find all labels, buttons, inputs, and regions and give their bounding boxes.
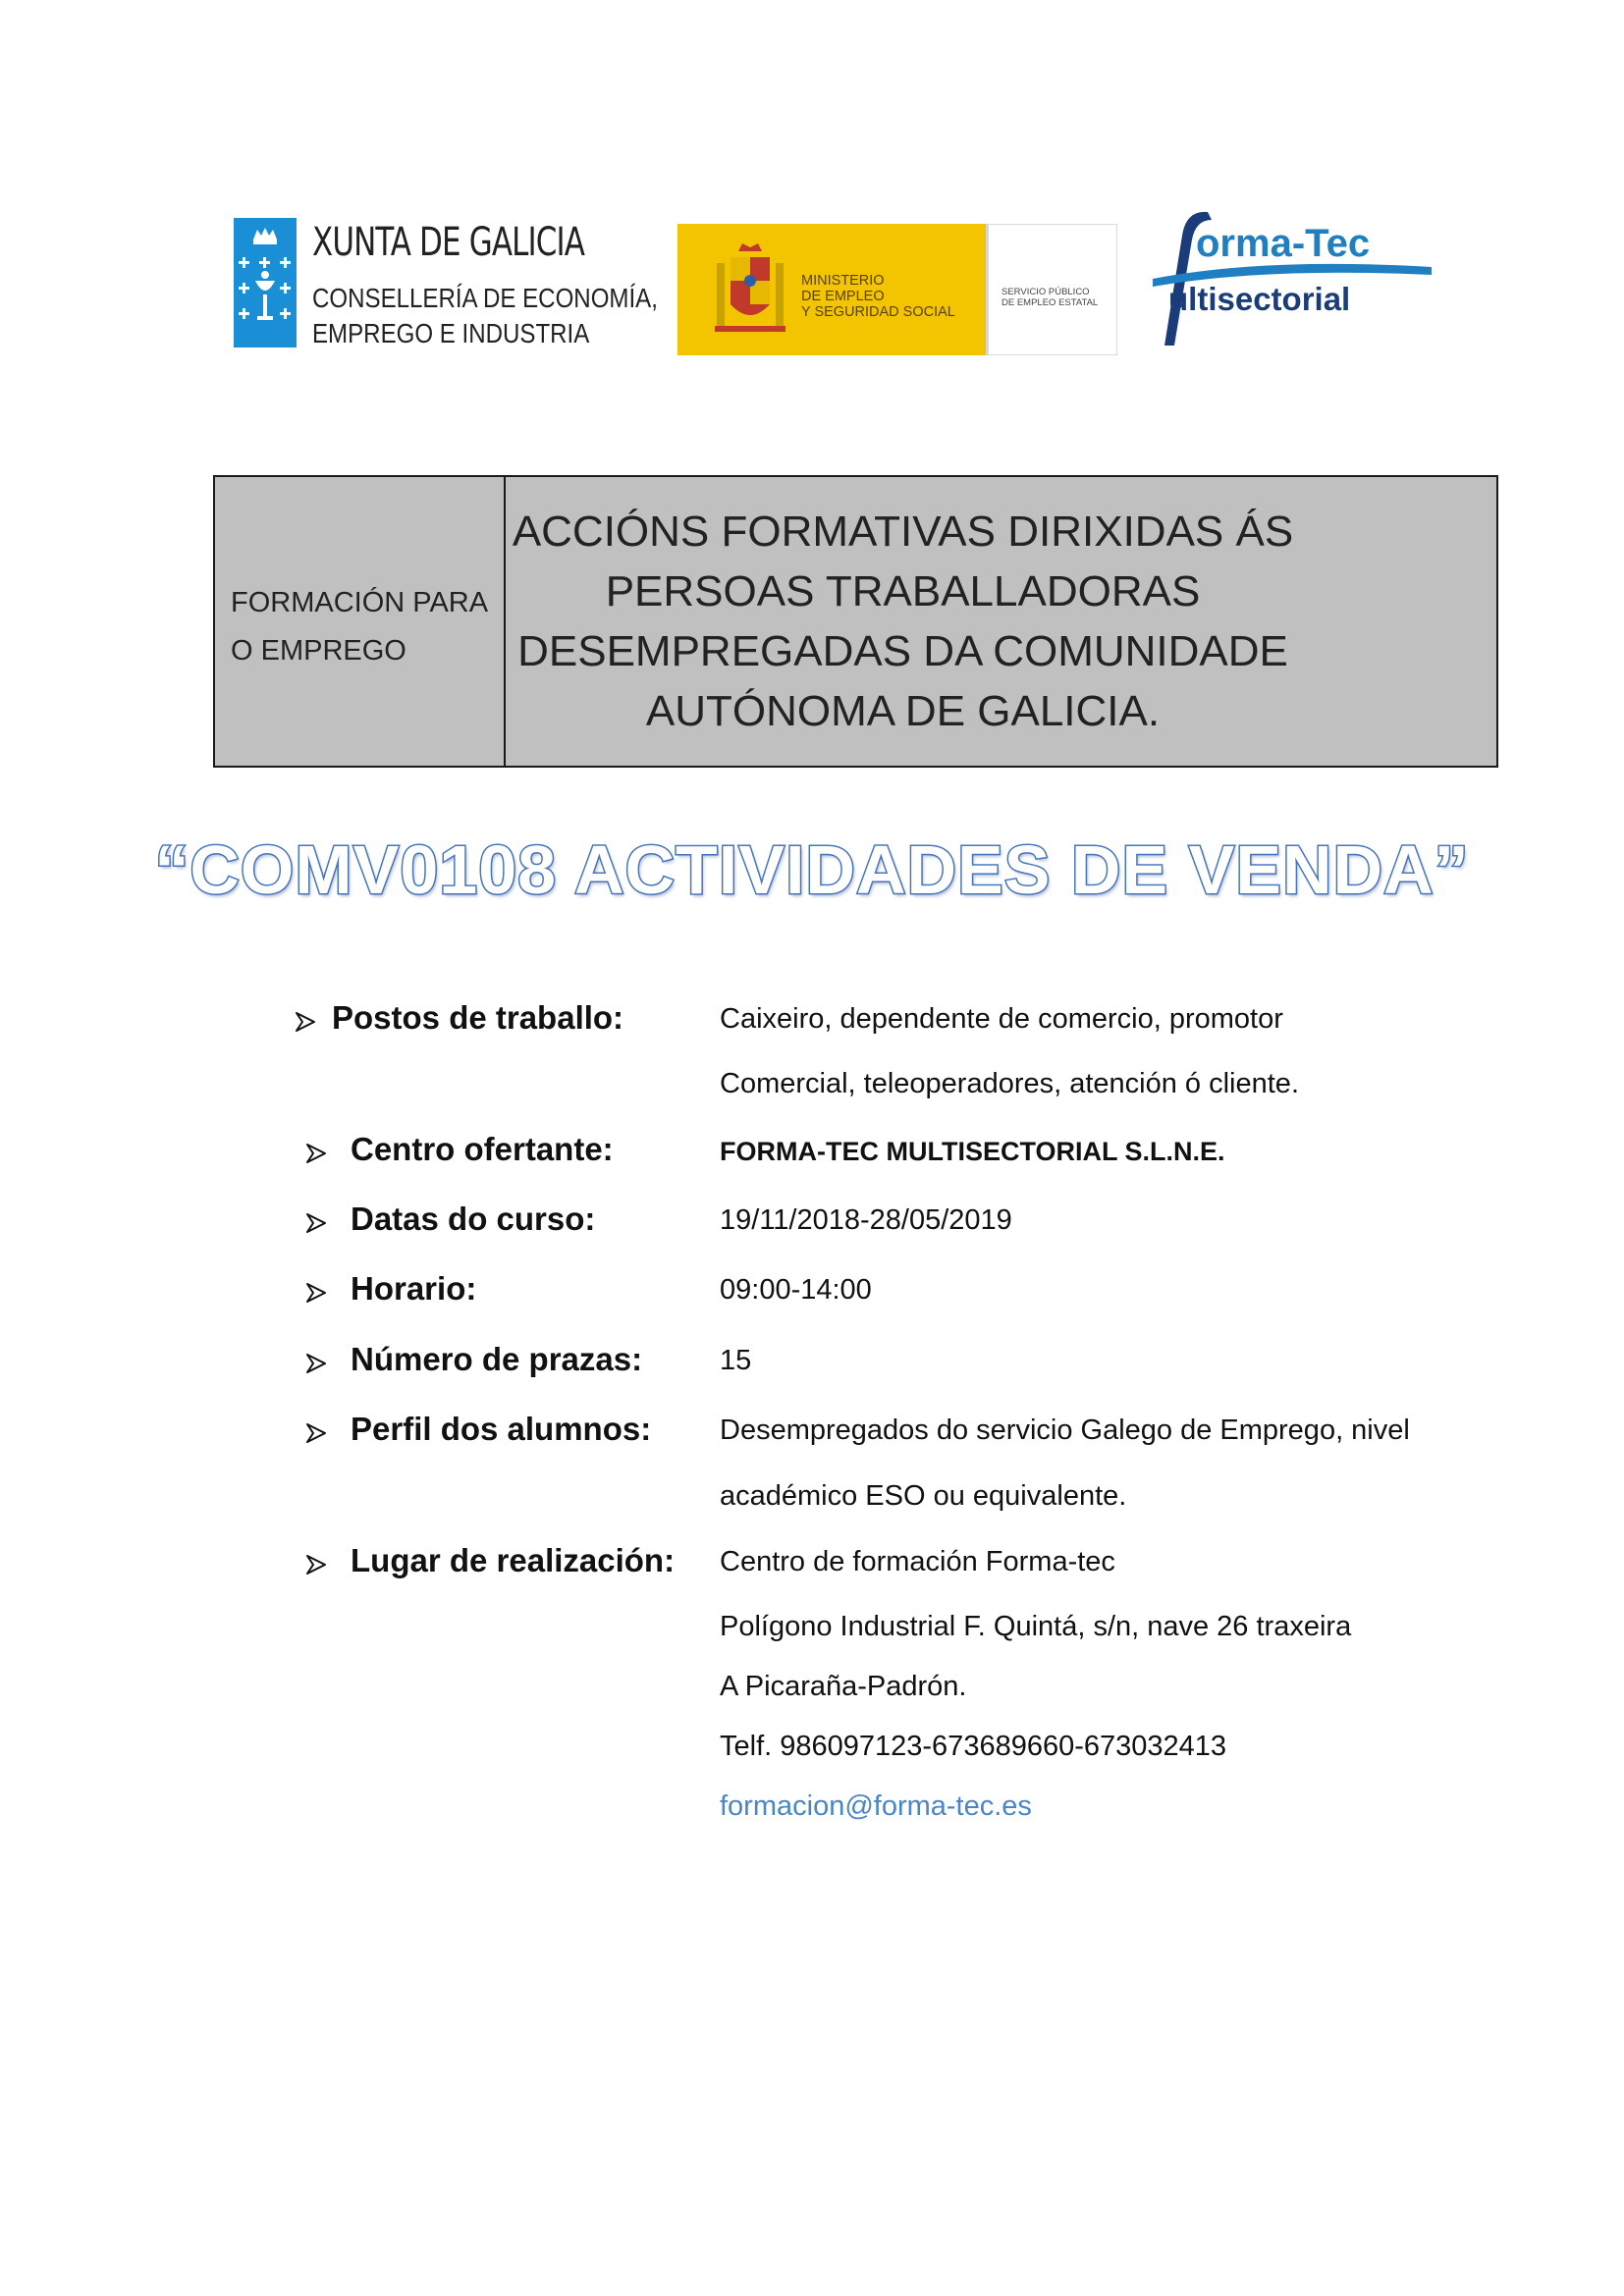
header-table — [213, 475, 1498, 768]
ministerio-text: MINISTERIO DE EMPLEO Y SEGURIDAD SOCIAL — [801, 273, 955, 320]
arrow-bullet-icon — [304, 1352, 328, 1375]
lugar-value-2: Polígono Industrial F. Quintá, s/n, nave 26 traxeira — [720, 1611, 1352, 1642]
arrow-bullet-icon — [294, 1010, 317, 1034]
header-left-line-2: O EMPREGO — [231, 635, 406, 667]
lugar-value-4: Telf. 986097123-673689660-673032413 — [720, 1731, 1227, 1762]
header-right-line-4: AUTÓNOMA DE GALICIA. — [645, 687, 1161, 735]
datas-value: 19/11/2018-28/05/2019 — [720, 1204, 1012, 1236]
email-link[interactable]: formacion@forma-tec.es — [720, 1790, 1032, 1822]
forma-tec-top-text: orma-Tec — [1196, 222, 1371, 265]
perfil-value-1: Desempregados do servicio Galego de Emprego, nivel — [720, 1415, 1410, 1446]
centro-label: Centro ofertante: — [351, 1131, 614, 1167]
forma-tec-logo — [1147, 206, 1432, 353]
header-right-line-1: ACCIÓNS FORMATIVAS DIRIXIDAS ÁS — [512, 507, 1294, 556]
postos-value-1: Caixeiro, dependente de comercio, promotor — [720, 1003, 1283, 1035]
ministerio-empleo-logo — [677, 224, 1115, 355]
horario-label: Horario: — [351, 1270, 477, 1307]
arrow-bullet-icon — [304, 1142, 328, 1165]
horario-value: 09:00-14:00 — [720, 1274, 872, 1306]
xunta-conselleria-line2: EMPREGO E INDUSTRIA — [312, 318, 590, 348]
perfil-value-2: académico ESO ou equivalente. — [720, 1480, 1127, 1512]
centro-value: FORMA-TEC MULTISECTORIAL S.L.N.E. — [720, 1137, 1225, 1166]
ministerio-yellow-panel — [677, 224, 986, 355]
arrow-bullet-icon — [304, 1211, 328, 1235]
course-title: “COMV0108 ACTIVIDADES DE VENDA” — [154, 831, 1470, 908]
lugar-value-1: Centro de formación Forma-tec — [720, 1546, 1115, 1577]
perfil-label: Perfil dos alumnos: — [351, 1411, 652, 1447]
xunta-conselleria-line1: CONSELLERÍA DE ECONOMÍA, — [312, 283, 658, 313]
arrow-bullet-icon — [304, 1421, 328, 1445]
header-right-line-2: PERSOAS TRABALLADORAS — [605, 567, 1201, 615]
xunta-title: XUNTA DE GALICIA — [312, 220, 585, 265]
xunta-de-galicia-logo — [234, 218, 658, 349]
formacion-para-o-emprego — [231, 579, 488, 675]
header-left-line-1: FORMACIÓN PARA — [231, 587, 489, 618]
arrow-bullet-icon — [304, 1281, 328, 1305]
postos-value-2: Comercial, teleoperadores, atención ó cliente. — [720, 1068, 1299, 1099]
arrow-bullet-icon — [304, 1553, 328, 1576]
header-left-cell — [215, 477, 506, 766]
header-right-line-3: DESEMPREGADAS DA COMUNIDADE — [517, 627, 1288, 675]
xunta-shield-icon — [234, 218, 297, 347]
lugar-label: Lugar de realización: — [351, 1542, 676, 1578]
header-right-cell — [506, 477, 1300, 766]
lugar-value-3: A Picaraña-Padrón. — [720, 1671, 967, 1702]
forma-tec-bottom-text: ultisectorial — [1168, 281, 1351, 317]
prazas-label: Número de prazas: — [351, 1341, 643, 1377]
servicio-publico-text: SERVICIO PÚBLICO DE EMPLEO ESTATAL — [1001, 287, 1099, 308]
datas-label: Datas do curso: — [351, 1201, 596, 1237]
coat-of-arms-icon — [713, 241, 787, 340]
prazas-value: 15 — [720, 1345, 752, 1376]
postos-label: Postos de traballo: — [332, 999, 624, 1036]
